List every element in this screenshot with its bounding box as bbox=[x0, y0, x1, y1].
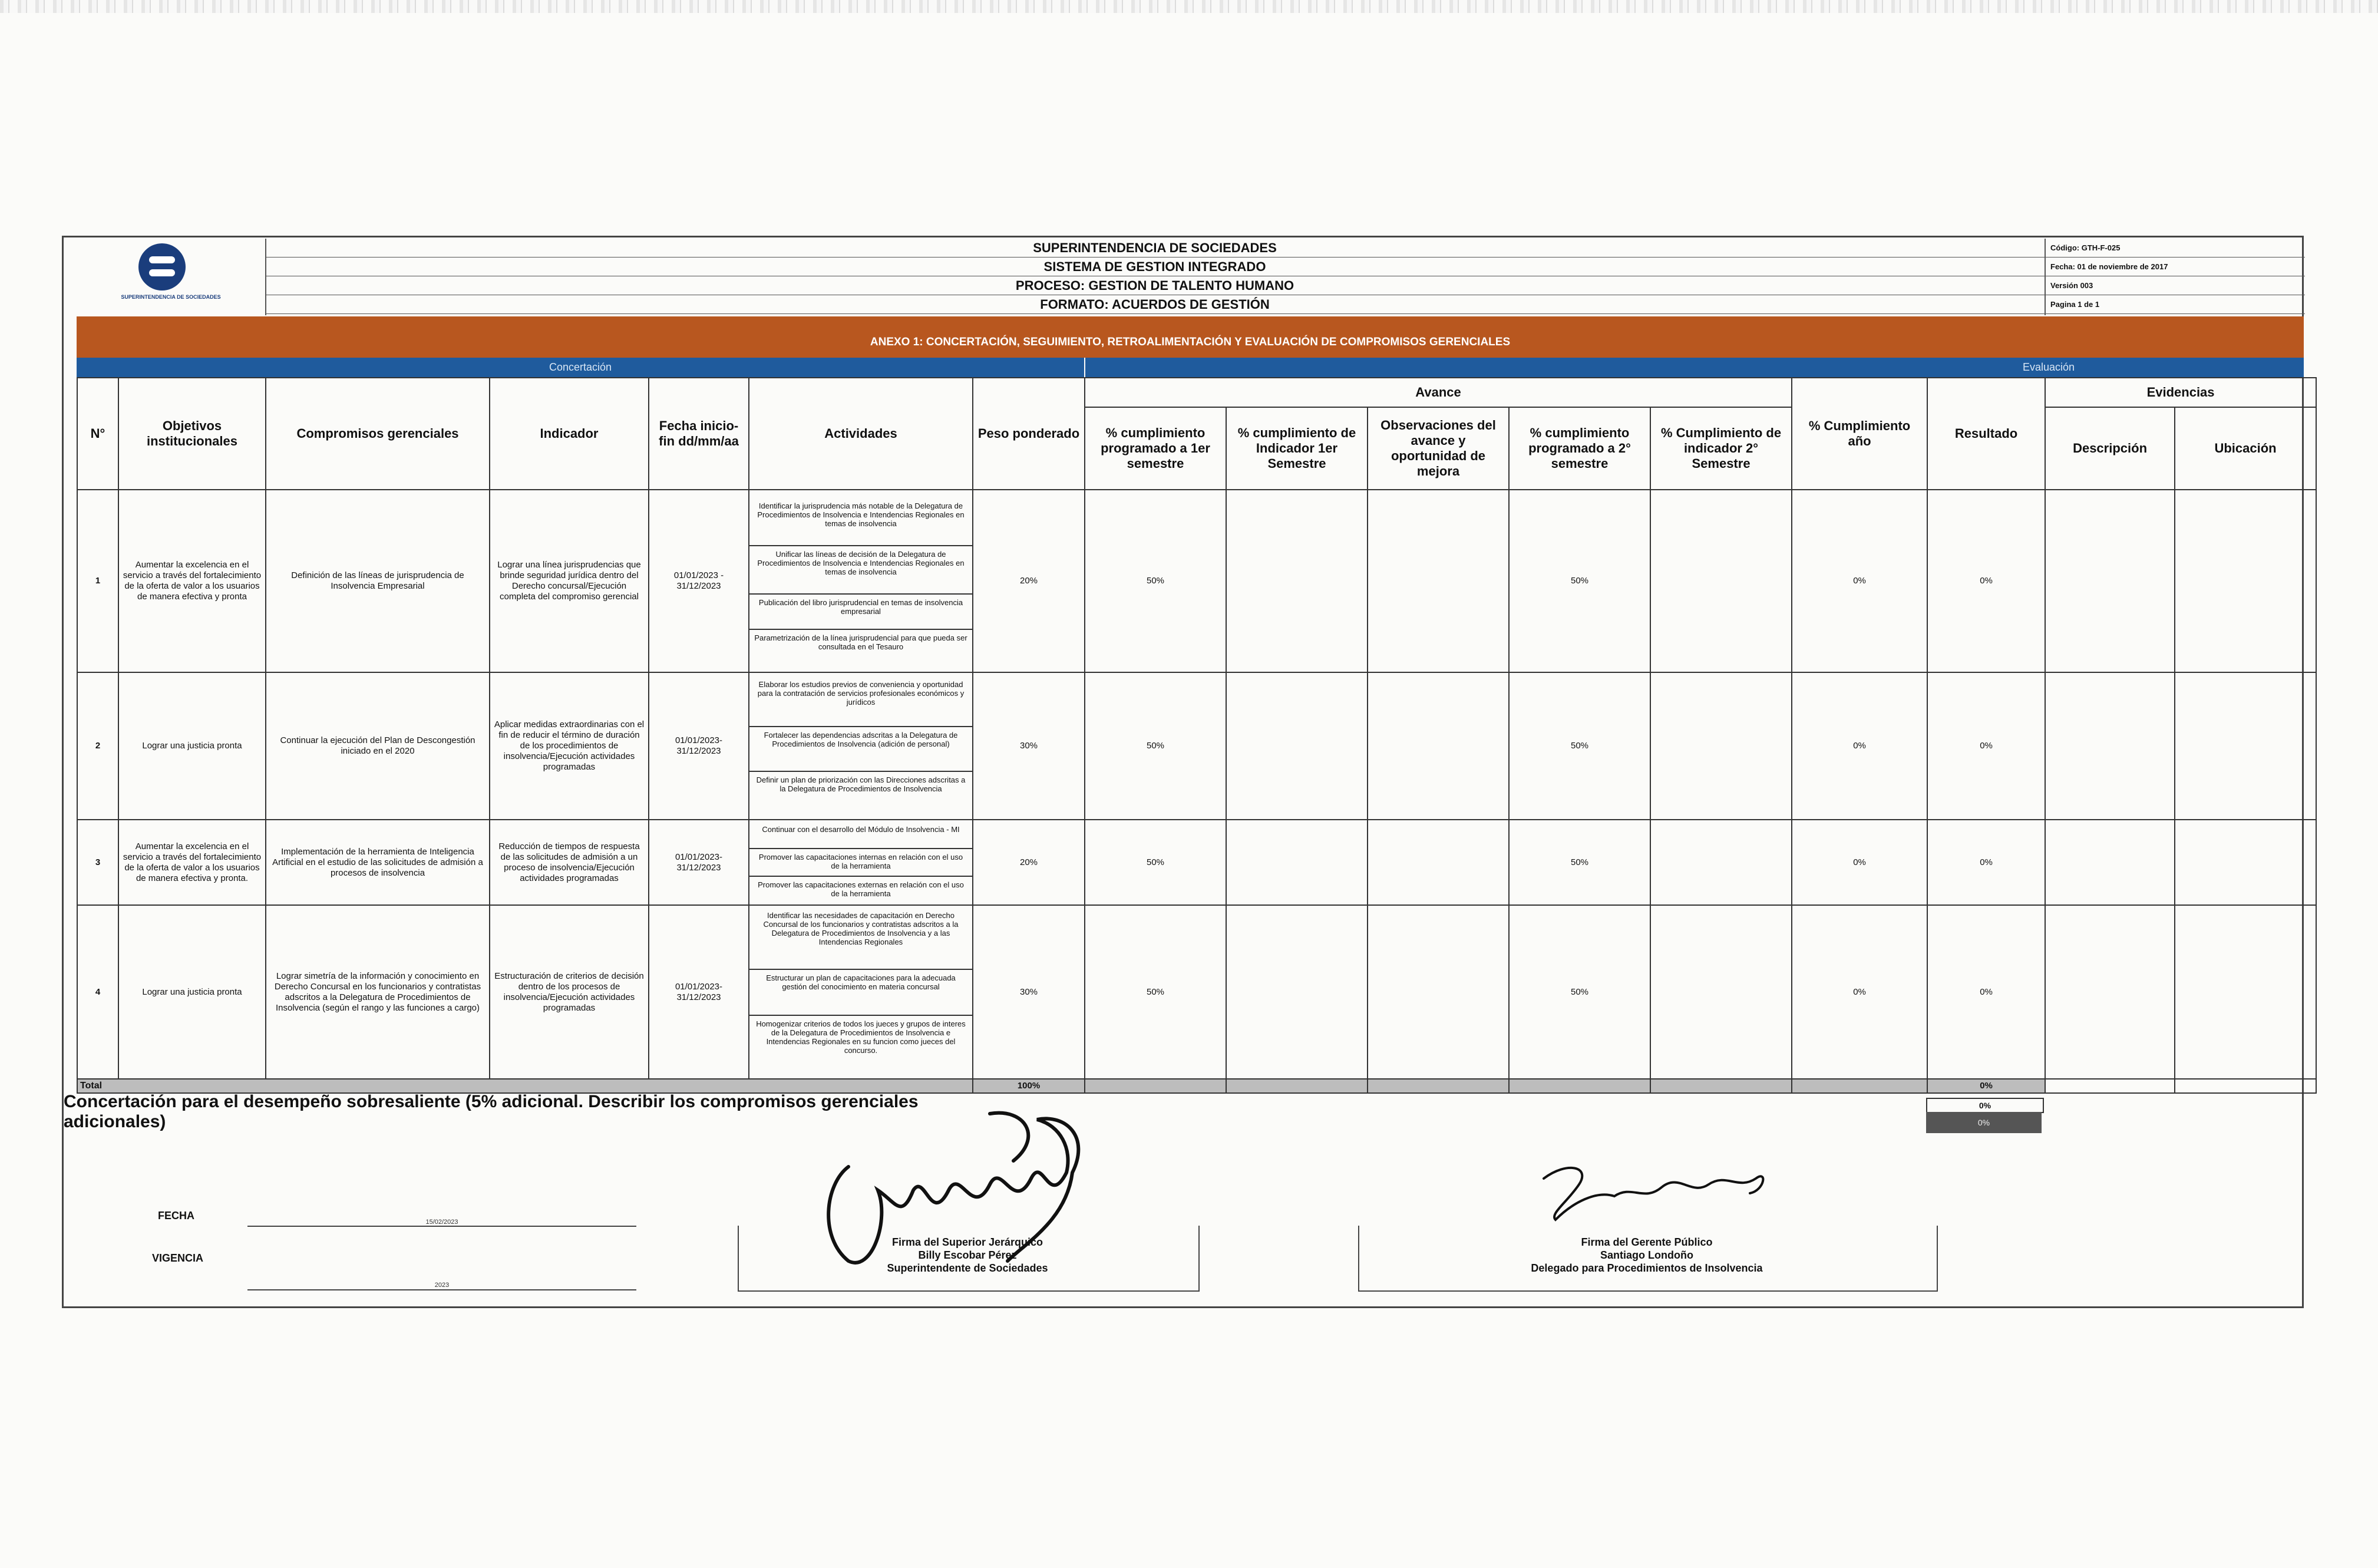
row-anio: 0% bbox=[1792, 905, 1927, 1079]
meta-date: Fecha: 01 de noviembre de 2017 bbox=[2046, 258, 2305, 276]
activity-item: Estructurar un plan de capacitaciones para la adecuada gestión del conocimiento en materia concursal bbox=[749, 970, 972, 1016]
agreements-table bbox=[77, 377, 2317, 1094]
col-descripcion: Descripción bbox=[2045, 407, 2175, 490]
row-indicador: Lograr una línea jurisprudencias que brinde seguridad jurídica dentro del Derecho concursal/Ejecución completa del compromiso gerencial bbox=[490, 490, 649, 672]
activity-item: Identificar las necesidades de capacitación en Derecho Concursal de los funcionarios y contratistas adscritos a la Delegatura de Procedimientos de Insolvencia y a las Intendencias Regionales bbox=[749, 907, 972, 970]
row-prog1: 50% bbox=[1085, 905, 1226, 1079]
row-resultado: 0% bbox=[1927, 820, 2045, 905]
row-peso: 20% bbox=[973, 820, 1085, 905]
col-cumpl-ind-2: % Cumplimiento de indicador 2° Semestre bbox=[1650, 407, 1792, 490]
row-descripcion bbox=[2045, 820, 2175, 905]
supersociedades-logo-icon bbox=[138, 243, 186, 291]
header-title-system: SISTEMA DE GESTION INTEGRADO bbox=[265, 258, 2045, 276]
row-prog1: 50% bbox=[1085, 820, 1226, 905]
row-ind1 bbox=[1226, 820, 1368, 905]
activity-item: Fortalecer las dependencias adscritas a la Delegatura de Procedimientos de Insolvencia (adición de personal) bbox=[749, 727, 972, 772]
row-ind2 bbox=[1650, 672, 1792, 820]
row-prog2: 50% bbox=[1509, 820, 1650, 905]
logo-text: SUPERINTENDENCIA DE SOCIEDADES bbox=[121, 294, 221, 300]
col-peso: Peso ponderado bbox=[973, 378, 1085, 490]
row-ubicacion bbox=[2175, 820, 2316, 905]
row-ind2 bbox=[1650, 490, 1792, 672]
row-ind1 bbox=[1226, 490, 1368, 672]
col-actividades: Actividades bbox=[749, 378, 973, 490]
blue-bar-mid bbox=[1085, 358, 1794, 377]
total-empty bbox=[1085, 1079, 1226, 1093]
row-objetivo: Lograr una justicia pronta bbox=[118, 672, 266, 820]
row-anio: 0% bbox=[1792, 820, 1927, 905]
activity-item: Continuar con el desarrollo del Módulo de Insolvencia - MI bbox=[749, 821, 972, 849]
row-peso: 30% bbox=[973, 905, 1085, 1079]
fecha-value: 15/02/2023 bbox=[425, 1219, 458, 1226]
total-peso: 100% bbox=[973, 1079, 1085, 1093]
col-fecha: Fecha inicio-fin dd/mm/aa bbox=[649, 378, 749, 490]
table-row bbox=[77, 490, 2316, 672]
row-resultado: 0% bbox=[1927, 672, 2045, 820]
annex-title: ANEXO 1: CONCERTACIÓN, SEGUIMIENTO, RETROALIMENTACIÓN Y EVALUACIÓN DE COMPROMISOS GERENCIALES bbox=[77, 316, 2304, 358]
signature-gerente-icon bbox=[1532, 1155, 1779, 1226]
row-ubicacion bbox=[2175, 672, 2316, 820]
row-compromiso: Continuar la ejecución del Plan de Descongestión iniciado en el 2020 bbox=[266, 672, 490, 820]
table-row bbox=[77, 672, 2316, 820]
row-objetivo: Aumentar la excelencia en el servicio a través del fortalecimiento de la oferta de valor a los usuarios de manera efectiva y pronta. bbox=[118, 820, 266, 905]
row-peso: 30% bbox=[973, 672, 1085, 820]
vigencia-label: VIGENCIA bbox=[152, 1252, 204, 1264]
row-ubicacion bbox=[2175, 905, 2316, 1079]
row-fecha: 01/01/2023- 31/12/2023 bbox=[649, 672, 749, 820]
signature-superior-title: Superintendente de Sociedades bbox=[887, 1262, 1048, 1274]
total-empty bbox=[1650, 1079, 1792, 1093]
fecha-label: FECHA bbox=[158, 1210, 194, 1222]
total-empty bbox=[1368, 1079, 1509, 1093]
total-empty bbox=[1792, 1079, 1927, 1093]
header-title-process: PROCESO: GESTION DE TALENTO HUMANO bbox=[265, 276, 2045, 295]
vigencia-value: 2023 bbox=[434, 1282, 450, 1289]
row-compromiso: Lograr simetría de la información y conocimiento en Derecho Concursal en los funcionarios y contratistas adscritos a la Delegatura de Procedimientos de Insolvencia (según el rango y las funciones a cargo) bbox=[266, 905, 490, 1079]
row-resultado: 0% bbox=[1927, 490, 2045, 672]
meta-page: Pagina 1 de 1 bbox=[2046, 295, 2305, 314]
total-empty bbox=[2045, 1079, 2175, 1093]
header-titles bbox=[265, 239, 2045, 315]
activity-item: Promover las capacitaciones internas en relación con el uso de la herramienta bbox=[749, 849, 972, 877]
logo-cell bbox=[77, 239, 266, 315]
row-actividades bbox=[749, 490, 973, 672]
row-prog1: 50% bbox=[1085, 672, 1226, 820]
row-ind1 bbox=[1226, 905, 1368, 1079]
col-cumpl-prog-2: % cumplimiento programado a 2° semestre bbox=[1509, 407, 1650, 490]
col-indicador: Indicador bbox=[490, 378, 649, 490]
row-ind2 bbox=[1650, 820, 1792, 905]
row-descripcion bbox=[2045, 490, 2175, 672]
col-observaciones: Observaciones del avance y oportunidad de mejora bbox=[1368, 407, 1509, 490]
row-actividades bbox=[749, 905, 973, 1079]
row-ind1 bbox=[1226, 672, 1368, 820]
col-compromisos: Compromisos gerenciales bbox=[266, 378, 490, 490]
row-observaciones bbox=[1368, 672, 1509, 820]
row-objetivo: Aumentar la excelencia en el servicio a través del fortalecimiento de la oferta de valor a los usuarios de manera efectiva y pronta bbox=[118, 490, 266, 672]
activity-item: Elaborar los estudios previos de conveniencia y oportunidad para la contratación de servicios profesionales económicos y jurídicos bbox=[749, 676, 972, 727]
col-cumpl-prog-1: % cumplimiento programado a 1er semestre bbox=[1085, 407, 1226, 490]
signature-superior-role: Firma del Superior Jerárquico bbox=[891, 1236, 1043, 1248]
concertacion-bar: Concertación bbox=[77, 358, 1084, 377]
row-fecha: 01/01/2023- 31/12/2023 bbox=[649, 820, 749, 905]
row-fecha: 01/01/2023 - 31/12/2023 bbox=[649, 490, 749, 672]
header-title-entity: SUPERINTENDENCIA DE SOCIEDADES bbox=[265, 239, 2045, 258]
row-compromiso: Definición de las líneas de jurisprudencia de Insolvencia Empresarial bbox=[266, 490, 490, 672]
col-n: N° bbox=[77, 378, 118, 490]
row-indicador: Estructuración de criterios de decisión dentro de los procesos de insolvencia/Ejecución actividades programadas bbox=[490, 905, 649, 1079]
signature-gerente-name: Santiago Londoño bbox=[1600, 1249, 1693, 1261]
row-fecha: 01/01/2023- 31/12/2023 bbox=[649, 905, 749, 1079]
col-cumpl-anio: % Cumplimiento año bbox=[1792, 378, 1927, 490]
col-cumpl-ind-1: % cumplimiento de Indicador 1er Semestre bbox=[1226, 407, 1368, 490]
row-number: 3 bbox=[77, 820, 118, 905]
row-observaciones bbox=[1368, 820, 1509, 905]
activity-item: Unificar las líneas de decisión de la Delegatura de Procedimientos de Insolvencia e Intendencias Regionales en temas de insolvencia bbox=[749, 546, 972, 595]
row-actividades bbox=[749, 672, 973, 820]
row-number: 1 bbox=[77, 490, 118, 672]
row-descripcion bbox=[2045, 905, 2175, 1079]
table-row bbox=[77, 820, 2316, 905]
activity-item: Homogenizar criterios de todos los jueces y grupos de interes de la Delegatura de Procedimientos de Insolvencia e Intendencias Regionales en su funcion como jueces del concurso. bbox=[756, 1019, 966, 1055]
col-ubicacion: Ubicación bbox=[2175, 407, 2316, 490]
total-label: Total bbox=[77, 1079, 973, 1093]
row-observaciones bbox=[1368, 905, 1509, 1079]
col-evidencias: Evidencias bbox=[2045, 378, 2316, 407]
row-objetivo: Lograr una justicia pronta bbox=[118, 905, 266, 1079]
scan-edge bbox=[0, 0, 2378, 13]
total-row bbox=[77, 1079, 2316, 1093]
signature-gerente-title: Delegado para Procedimientos de Insolvencia bbox=[1531, 1262, 1763, 1274]
header-meta bbox=[2045, 239, 2305, 315]
signature-gerente-role: Firma del Gerente Público bbox=[1581, 1236, 1713, 1248]
row-number: 4 bbox=[77, 905, 118, 1079]
row-compromiso: Implementación de la herramienta de Inteligencia Artificial en el estudio de las solicitudes de admisión a procesos de insolvencia bbox=[266, 820, 490, 905]
col-resultado: Resultado bbox=[1927, 378, 2045, 490]
row-peso: 20% bbox=[973, 490, 1085, 672]
signature-superior-text bbox=[738, 1236, 1197, 1275]
col-avance: Avance bbox=[1085, 378, 1792, 407]
sobresaliente-label: Concertación para el desempeño sobresaliente (5% adicional. Describir los compromisos gerenciales adicionales) bbox=[64, 1092, 919, 1131]
table-row bbox=[77, 905, 2316, 1079]
total-resultado: 0% bbox=[1927, 1079, 2045, 1093]
row-number: 2 bbox=[77, 672, 118, 820]
sobresaliente-result: 0% bbox=[1926, 1098, 2044, 1113]
activity-item: Identificar la jurisprudencia más notable de la Delegatura de Procedimientos de Insolvencia e Intendencias Regionales en temas de insolvencia bbox=[749, 498, 972, 546]
row-ubicacion bbox=[2175, 490, 2316, 672]
row-prog2: 50% bbox=[1509, 490, 1650, 672]
row-observaciones bbox=[1368, 490, 1509, 672]
row-prog2: 50% bbox=[1509, 905, 1650, 1079]
row-anio: 0% bbox=[1792, 672, 1927, 820]
row-prog2: 50% bbox=[1509, 672, 1650, 820]
meta-version: Versión 003 bbox=[2046, 276, 2305, 295]
row-ind2 bbox=[1650, 905, 1792, 1079]
signature-gerente-text bbox=[1358, 1236, 1936, 1275]
header-title-format: FORMATO: ACUERDOS DE GESTIÓN bbox=[265, 295, 2045, 314]
col-objetivos: Objetivos institucionales bbox=[118, 378, 266, 490]
row-prog1: 50% bbox=[1085, 490, 1226, 672]
row-descripcion bbox=[2045, 672, 2175, 820]
activity-item: Promover las capacitaciones externas en relación con el uso de la herramienta bbox=[758, 880, 964, 898]
fecha-line bbox=[247, 1226, 636, 1227]
final-result: 0% bbox=[1926, 1112, 2042, 1133]
row-actividades bbox=[749, 820, 973, 905]
signature-superior-name: Billy Escobar Pérez bbox=[918, 1249, 1017, 1261]
vigencia-line bbox=[247, 1289, 636, 1290]
activity-item: Parametrización de la línea jurisprudencial para que pueda ser consultada en el Tesauro bbox=[754, 633, 967, 651]
row-indicador: Reducción de tiempos de respuesta de las solicitudes de admisión a un proceso de insolvencia/Ejecución actividades programadas bbox=[490, 820, 649, 905]
row-indicador: Aplicar medidas extraordinarias con el fin de reducir el término de duración de los procedimientos de insolvencia/Ejecución actividades programadas bbox=[490, 672, 649, 820]
activity-item: Publicación del libro jurisprudencial en temas de insolvencia empresarial bbox=[749, 595, 972, 630]
total-empty bbox=[1509, 1079, 1650, 1093]
form-header bbox=[77, 239, 2304, 315]
meta-code: Código: GTH-F-025 bbox=[2046, 239, 2305, 258]
total-empty bbox=[1226, 1079, 1368, 1093]
row-resultado: 0% bbox=[1927, 905, 2045, 1079]
row-anio: 0% bbox=[1792, 490, 1927, 672]
activity-item: Definir un plan de priorización con las Direcciones adscritas a la Delegatura de Procedimientos de Insolvencia bbox=[756, 775, 966, 793]
total-empty bbox=[2175, 1079, 2316, 1093]
evaluacion-bar: Evaluación bbox=[1794, 358, 2304, 377]
